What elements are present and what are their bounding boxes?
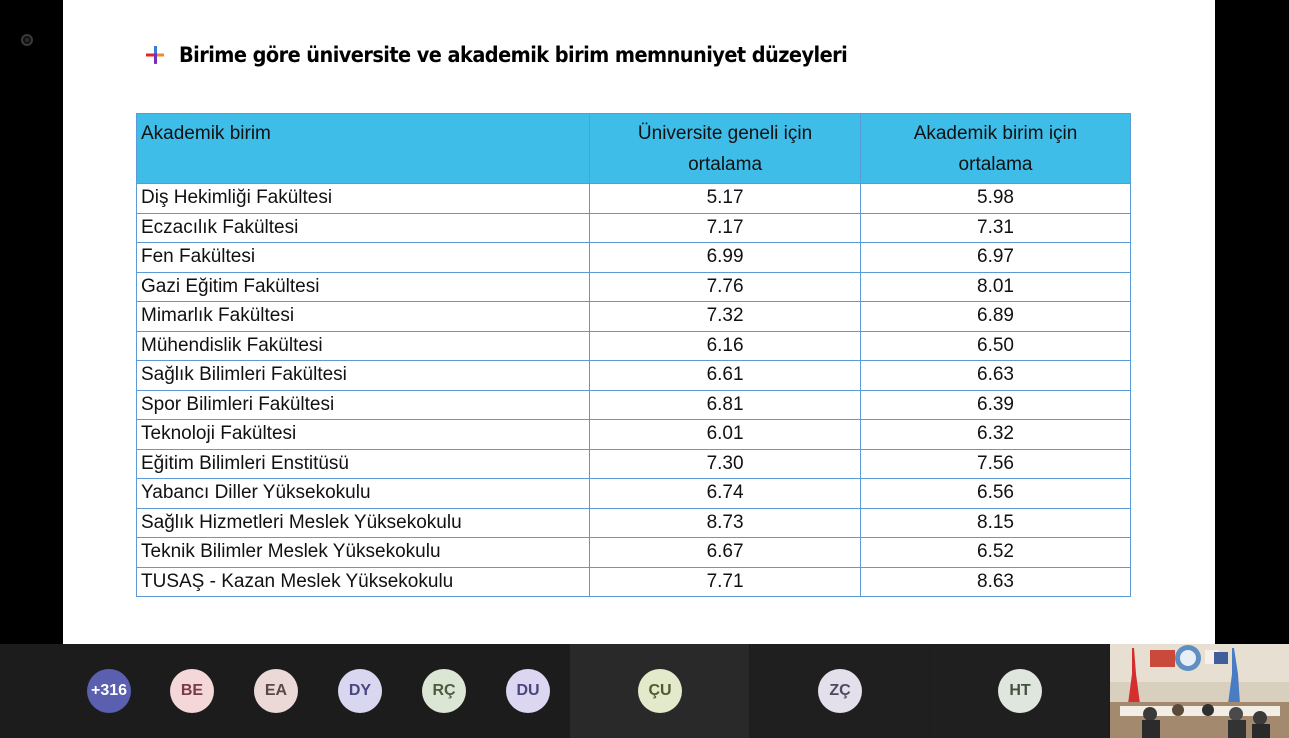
cell-university: 6.74 <box>590 479 861 509</box>
presentation-slide <box>63 0 1215 644</box>
cell-unit: Eğitim Bilimleri Enstitüsü <box>137 449 590 479</box>
avatar[interactable] <box>170 669 214 713</box>
cell-university: 6.01 <box>590 420 861 450</box>
header-academic-line1: Akademik birim için <box>913 123 1078 144</box>
cell-academic: 6.56 <box>861 479 1131 509</box>
speaker-video-thumbnail[interactable] <box>1110 644 1289 738</box>
table-row <box>137 538 1131 568</box>
cell-academic: 8.01 <box>861 272 1131 302</box>
table-row <box>137 449 1131 479</box>
cell-unit: Teknik Bilimler Meslek Yüksekokulu <box>137 538 590 568</box>
cell-academic: 6.97 <box>861 243 1131 273</box>
cell-academic: 6.52 <box>861 538 1131 568</box>
cell-academic: 5.98 <box>861 184 1131 214</box>
cell-academic: 8.63 <box>861 567 1131 597</box>
avatar[interactable] <box>638 669 682 713</box>
table-row <box>137 361 1131 391</box>
cell-university: 6.61 <box>590 361 861 391</box>
cell-unit: Teknoloji Fakültesi <box>137 420 590 450</box>
table-row <box>137 331 1131 361</box>
slide-title: Birime göre üniversite ve akademik birim memnuniyet düzeyleri <box>179 43 848 67</box>
table-row <box>137 390 1131 420</box>
cell-unit: TUSAŞ - Kazan Meslek Yüksekokulu <box>137 567 590 597</box>
cell-unit: Fen Fakültesi <box>137 243 590 273</box>
avatar[interactable] <box>506 669 550 713</box>
table-row <box>137 243 1131 273</box>
avatar[interactable] <box>818 669 862 713</box>
cell-university: 6.81 <box>590 390 861 420</box>
cell-academic: 7.56 <box>861 449 1131 479</box>
satisfaction-table <box>136 113 1131 597</box>
cell-university: 7.32 <box>590 302 861 332</box>
cell-academic: 6.89 <box>861 302 1131 332</box>
header-university-line2: ortalama <box>688 154 763 175</box>
more-participants-button[interactable] <box>87 669 131 713</box>
avatar[interactable] <box>338 669 382 713</box>
header-academic-line2: ortalama <box>958 154 1033 175</box>
cell-academic: 6.39 <box>861 390 1131 420</box>
cell-university: 6.99 <box>590 243 861 273</box>
cell-academic: 8.15 <box>861 508 1131 538</box>
cell-unit: Sağlık Bilimleri Fakültesi <box>137 361 590 391</box>
avatar[interactable] <box>422 669 466 713</box>
header-academic-average <box>861 114 1131 184</box>
cell-unit: Sağlık Hizmetleri Meslek Yüksekokulu <box>137 508 590 538</box>
cell-academic: 6.32 <box>861 420 1131 450</box>
avatar-initials: HT <box>1009 682 1031 699</box>
avatar-initials: EA <box>264 682 288 699</box>
avatar[interactable] <box>254 669 298 713</box>
cell-university: 7.76 <box>590 272 861 302</box>
avatar-initials: BE <box>180 682 204 699</box>
participants-bar <box>0 644 1289 738</box>
avatar-initials: ZÇ <box>829 682 851 699</box>
avatar-initials: +316 <box>90 682 128 699</box>
avatar-initials: RÇ <box>432 682 456 699</box>
cell-unit: Diş Hekimliği Fakültesi <box>137 184 590 214</box>
record-indicator-icon <box>21 34 33 46</box>
conference-room-image <box>1110 644 1289 738</box>
avatar-initials: ÇU <box>648 682 672 699</box>
cell-unit: Yabancı Diller Yüksekokulu <box>137 479 590 509</box>
table-row <box>137 213 1131 243</box>
cell-unit: Spor Bilimleri Fakültesi <box>137 390 590 420</box>
table-row <box>137 272 1131 302</box>
cell-academic: 6.63 <box>861 361 1131 391</box>
header-unit-label: Akademik birim <box>141 123 271 144</box>
cell-university: 7.17 <box>590 213 861 243</box>
header-university-line1: Üniversite geneli için <box>637 123 813 144</box>
cell-university: 5.17 <box>590 184 861 214</box>
table-row <box>137 302 1131 332</box>
bullet-star-icon <box>145 45 165 65</box>
cell-university: 6.16 <box>590 331 861 361</box>
avatar-initials: DU <box>516 682 540 699</box>
cell-university: 8.73 <box>590 508 861 538</box>
cell-academic: 7.31 <box>861 213 1131 243</box>
avatar-initials: DY <box>348 682 372 699</box>
cell-unit: Gazi Eğitim Fakültesi <box>137 272 590 302</box>
avatar[interactable] <box>998 669 1042 713</box>
slide-title-row <box>145 38 905 72</box>
table-row <box>137 184 1131 214</box>
table-header-row <box>137 114 1131 184</box>
table-row <box>137 567 1131 597</box>
cell-university: 6.67 <box>590 538 861 568</box>
table-row <box>137 420 1131 450</box>
cell-university: 7.71 <box>590 567 861 597</box>
table-row <box>137 508 1131 538</box>
cell-university: 7.30 <box>590 449 861 479</box>
table-row <box>137 479 1131 509</box>
header-university-average <box>590 114 861 184</box>
cell-academic: 6.50 <box>861 331 1131 361</box>
cell-unit: Eczacılık Fakültesi <box>137 213 590 243</box>
cell-unit: Mimarlık Fakültesi <box>137 302 590 332</box>
cell-unit: Mühendislik Fakültesi <box>137 331 590 361</box>
header-unit <box>137 114 590 184</box>
